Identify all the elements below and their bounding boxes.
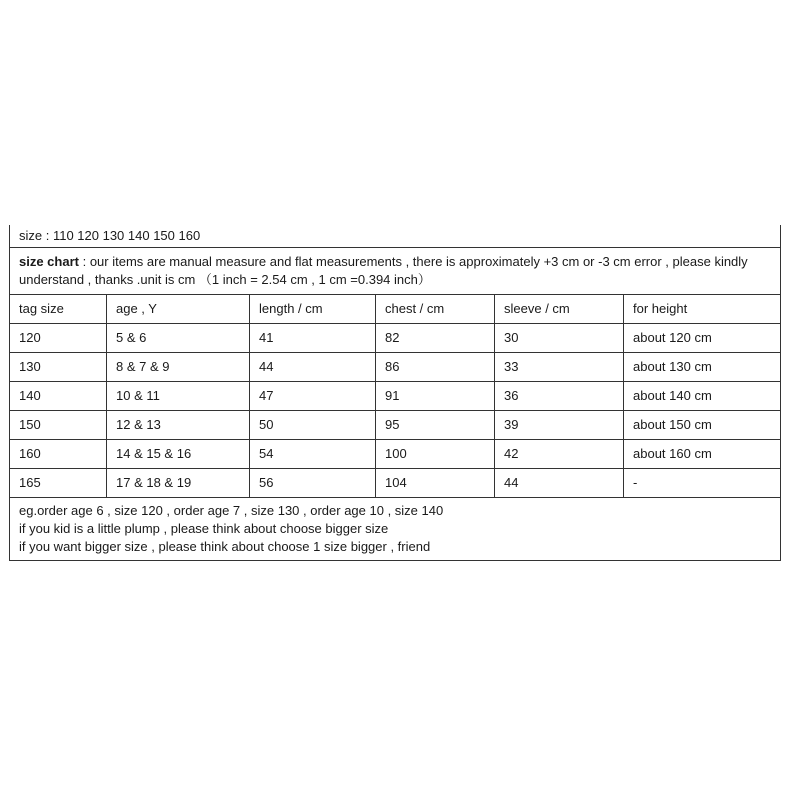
table-header-row xyxy=(10,295,781,324)
cell-sleeve: 39 xyxy=(495,411,624,440)
cell-for-height: about 120 cm xyxy=(624,324,781,353)
header-sleeve: sleeve / cm xyxy=(495,295,624,324)
cell-age: 12 & 13 xyxy=(107,411,250,440)
cell-sleeve: 33 xyxy=(495,353,624,382)
cell-tag-size: 130 xyxy=(10,353,107,382)
header-chest: chest / cm xyxy=(376,295,495,324)
cell-tag-size: 165 xyxy=(10,469,107,498)
cell-chest: 86 xyxy=(376,353,495,382)
cell-sleeve: 42 xyxy=(495,440,624,469)
cell-age: 10 & 11 xyxy=(107,382,250,411)
table-row xyxy=(10,440,781,469)
cell-length: 44 xyxy=(250,353,376,382)
cell-length: 54 xyxy=(250,440,376,469)
header-tag-size: tag size xyxy=(10,295,107,324)
cell-chest: 82 xyxy=(376,324,495,353)
size-chart-info-cell xyxy=(10,248,781,295)
table-row xyxy=(10,469,781,498)
note-order-example: eg.order age 6 , size 120 , order age 7 , size 130 , order age 10 , size 140 xyxy=(19,503,444,518)
cell-for-height: about 160 cm xyxy=(624,440,781,469)
cell-sleeve: 30 xyxy=(495,324,624,353)
size-list-row xyxy=(10,225,781,248)
table-row xyxy=(10,353,781,382)
table-row xyxy=(10,382,781,411)
size-chart-label: size chart xyxy=(19,254,79,269)
size-list-cell xyxy=(10,225,781,248)
cell-chest: 91 xyxy=(376,382,495,411)
size-list-text: size : 110 120 130 140 150 160 xyxy=(19,228,201,243)
header-age: age , Y xyxy=(107,295,250,324)
cell-length: 50 xyxy=(250,411,376,440)
table-row xyxy=(10,411,781,440)
cell-for-height: about 140 cm xyxy=(624,382,781,411)
cell-for-height: about 130 cm xyxy=(624,353,781,382)
cell-age: 14 & 15 & 16 xyxy=(107,440,250,469)
header-for-height: for height xyxy=(624,295,781,324)
cell-length: 41 xyxy=(250,324,376,353)
cell-chest: 100 xyxy=(376,440,495,469)
cell-tag-size: 140 xyxy=(10,382,107,411)
cell-sleeve: 36 xyxy=(495,382,624,411)
table-row xyxy=(10,324,781,353)
cell-age: 17 & 18 & 19 xyxy=(107,469,250,498)
cell-chest: 104 xyxy=(376,469,495,498)
note-bigger-size: if you want bigger size , please think about choose 1 size bigger , friend xyxy=(19,539,431,554)
cell-sleeve: 44 xyxy=(495,469,624,498)
notes-row xyxy=(10,498,781,561)
cell-for-height: - xyxy=(624,469,781,498)
note-plump: if you kid is a little plump , please think about choose bigger size xyxy=(19,521,389,536)
size-chart-description: : our items are manual measure and flat measurements , there is approximately +3 cm or -3 cm error , please kindly understand , thanks .unit is cm （1 inch = 2.54 cm , 1 cm =0.394 inch） xyxy=(19,254,748,287)
cell-age: 8 & 7 & 9 xyxy=(107,353,250,382)
header-length: length / cm xyxy=(250,295,376,324)
cell-length: 47 xyxy=(250,382,376,411)
size-chart-info-row xyxy=(10,248,781,295)
cell-tag-size: 150 xyxy=(10,411,107,440)
size-chart-table xyxy=(9,225,781,561)
cell-chest: 95 xyxy=(376,411,495,440)
cell-for-height: about 150 cm xyxy=(624,411,781,440)
cell-tag-size: 120 xyxy=(10,324,107,353)
cell-length: 56 xyxy=(250,469,376,498)
cell-tag-size: 160 xyxy=(10,440,107,469)
cell-age: 5 & 6 xyxy=(107,324,250,353)
notes-cell xyxy=(10,498,781,561)
